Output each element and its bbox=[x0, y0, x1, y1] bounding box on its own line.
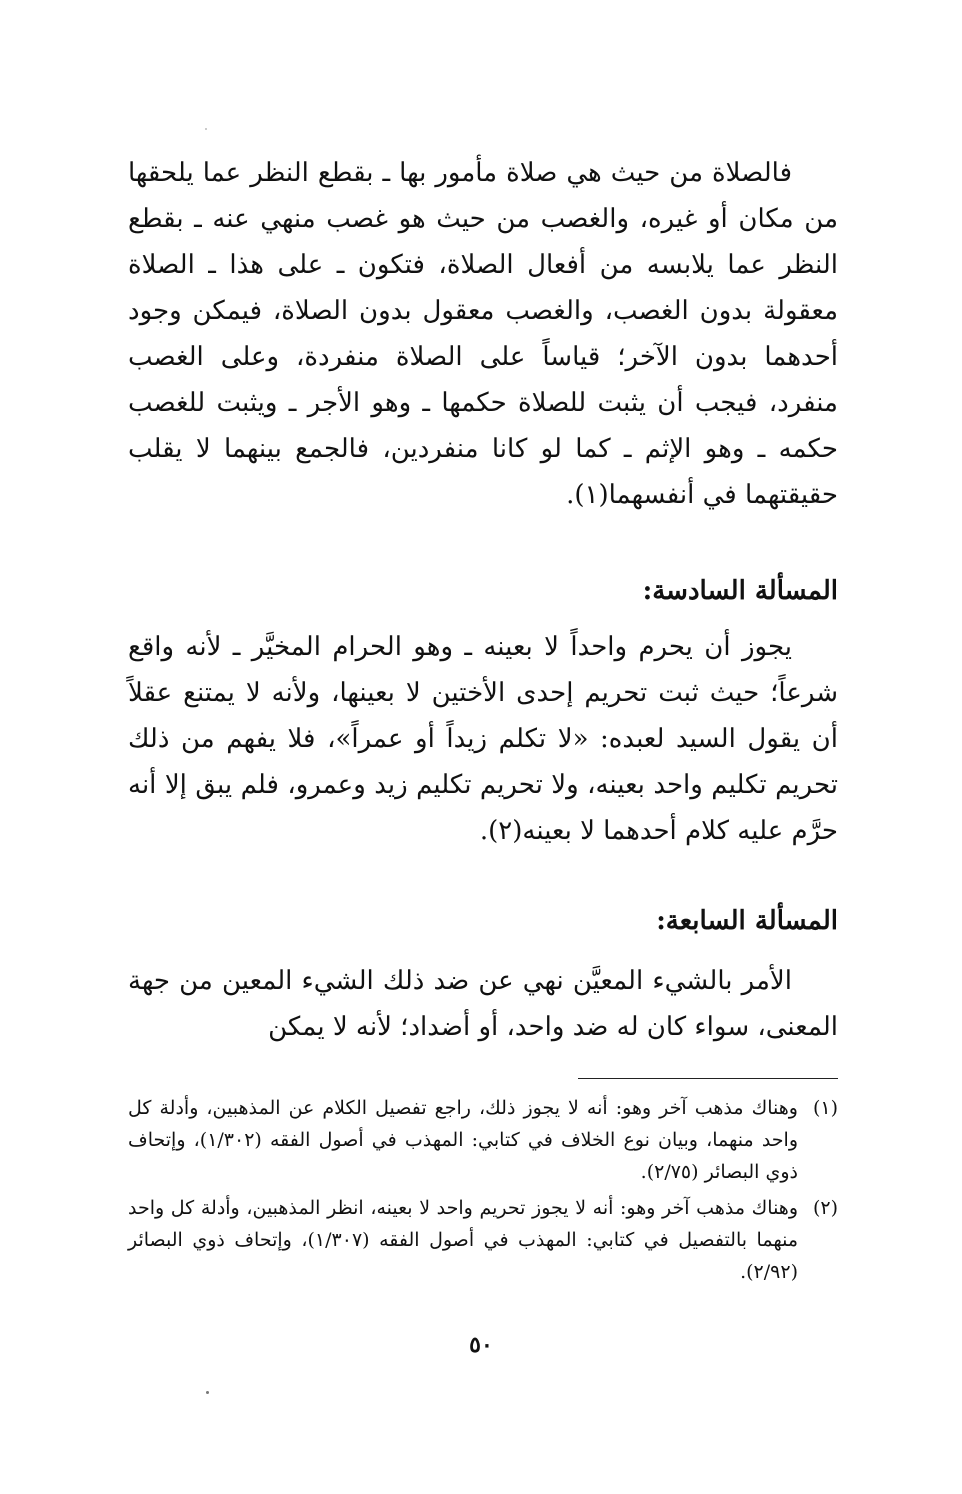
footnote bbox=[128, 1192, 838, 1288]
paragraph-seventh-issue bbox=[128, 958, 838, 1050]
footnote-text: وهناك مذهب آخر وهو: أنه لا يجوز تحريم واحد لا بعينه، انظر المذهبين، وأدلة كل واحد منهما بالتفصيل في كتابي: المهذب في أصول الفقه (١/٣٠٧)، وإتحاف ذوي البصائر (٢/٩٢). bbox=[128, 1197, 798, 1283]
footnote-divider bbox=[578, 1078, 838, 1079]
section-heading-seventh: المسألة السابعة: bbox=[656, 906, 838, 936]
page-number: ٥٠ bbox=[469, 1332, 493, 1358]
footnote-text: وهناك مذهب آخر وهو: أنه لا يجوز ذلك، راجع تفصيل الكلام عن المذهبين، وأدلة كل واحد منهما، وبيان نوع الخلاف في كتابي: المهذب في أصول الفقه (١/٣٠٢)، وإتحاف ذوي البصائر (٢/٧٥). bbox=[128, 1097, 799, 1183]
footnote-number: (١) bbox=[812, 1097, 838, 1119]
footnotes bbox=[128, 1092, 838, 1292]
paragraph-sixth-issue bbox=[128, 624, 838, 854]
page-body bbox=[128, 150, 838, 1050]
footnote bbox=[128, 1092, 838, 1188]
paragraph-continuation bbox=[128, 150, 838, 518]
paragraph-1-text: فالصلاة من حيث هي صلاة مأمور بها ـ بقطع النظر عما يلحقها من مكان أو غيره، والغصب من حيث هو غصب منهي عنه ـ بقطع النظر عما يلابسه من أفعال الصلاة، فتكون ـ على هذا ـ الصلاة معقولة بدون الغصب، والغصب معقول بدون الصلاة، فيمكن وجود أحدهما بدون الآخر؛ قياساً على الصلاة منفردة، وعلى الغصب منفرد، فيجب أن يثبت للصلاة حكمها ـ وهو الأجر ـ ويثبت للغصب حكمه ـ وهو الإثم ـ كما لو كانا منفردين، فالجمع بينهما لا يقلب حقيقتهما في أنفسهما(١). bbox=[128, 158, 838, 510]
paragraph-3-text: الأمر بالشيء المعيَّن نهي عن ضد ذلك الشيء المعين من جهة المعنى، سواء كان له ضد واحد، أو أضداد؛ لأنه لا يمكن bbox=[128, 966, 838, 1042]
section-heading-sixth: المسألة السادسة: bbox=[642, 576, 838, 606]
paragraph-2-text: يجوز أن يحرم واحداً لا بعينه ـ وهو الحرام المخيَّر ـ لأنه واقع شرعاً؛ حيث ثبت تحريم إحدى الأختين لا بعينها، ولأنه لا يمتنع عقلاً أن يقول السيد لعبده: «لا تكلم زيداً أو عمراً»، فلا يفهم من ذلك تحريم تكليم واحد بعينه، ولا تحريم تكليم زيد وعمرو، فلم يبق إلا أنه حرَّم عليه كلام أحدهما لا بعينه(٢). bbox=[128, 632, 838, 846]
scan-speck bbox=[206, 1391, 209, 1394]
footnote-number: (٢) bbox=[812, 1197, 838, 1219]
scan-speck bbox=[205, 128, 207, 130]
